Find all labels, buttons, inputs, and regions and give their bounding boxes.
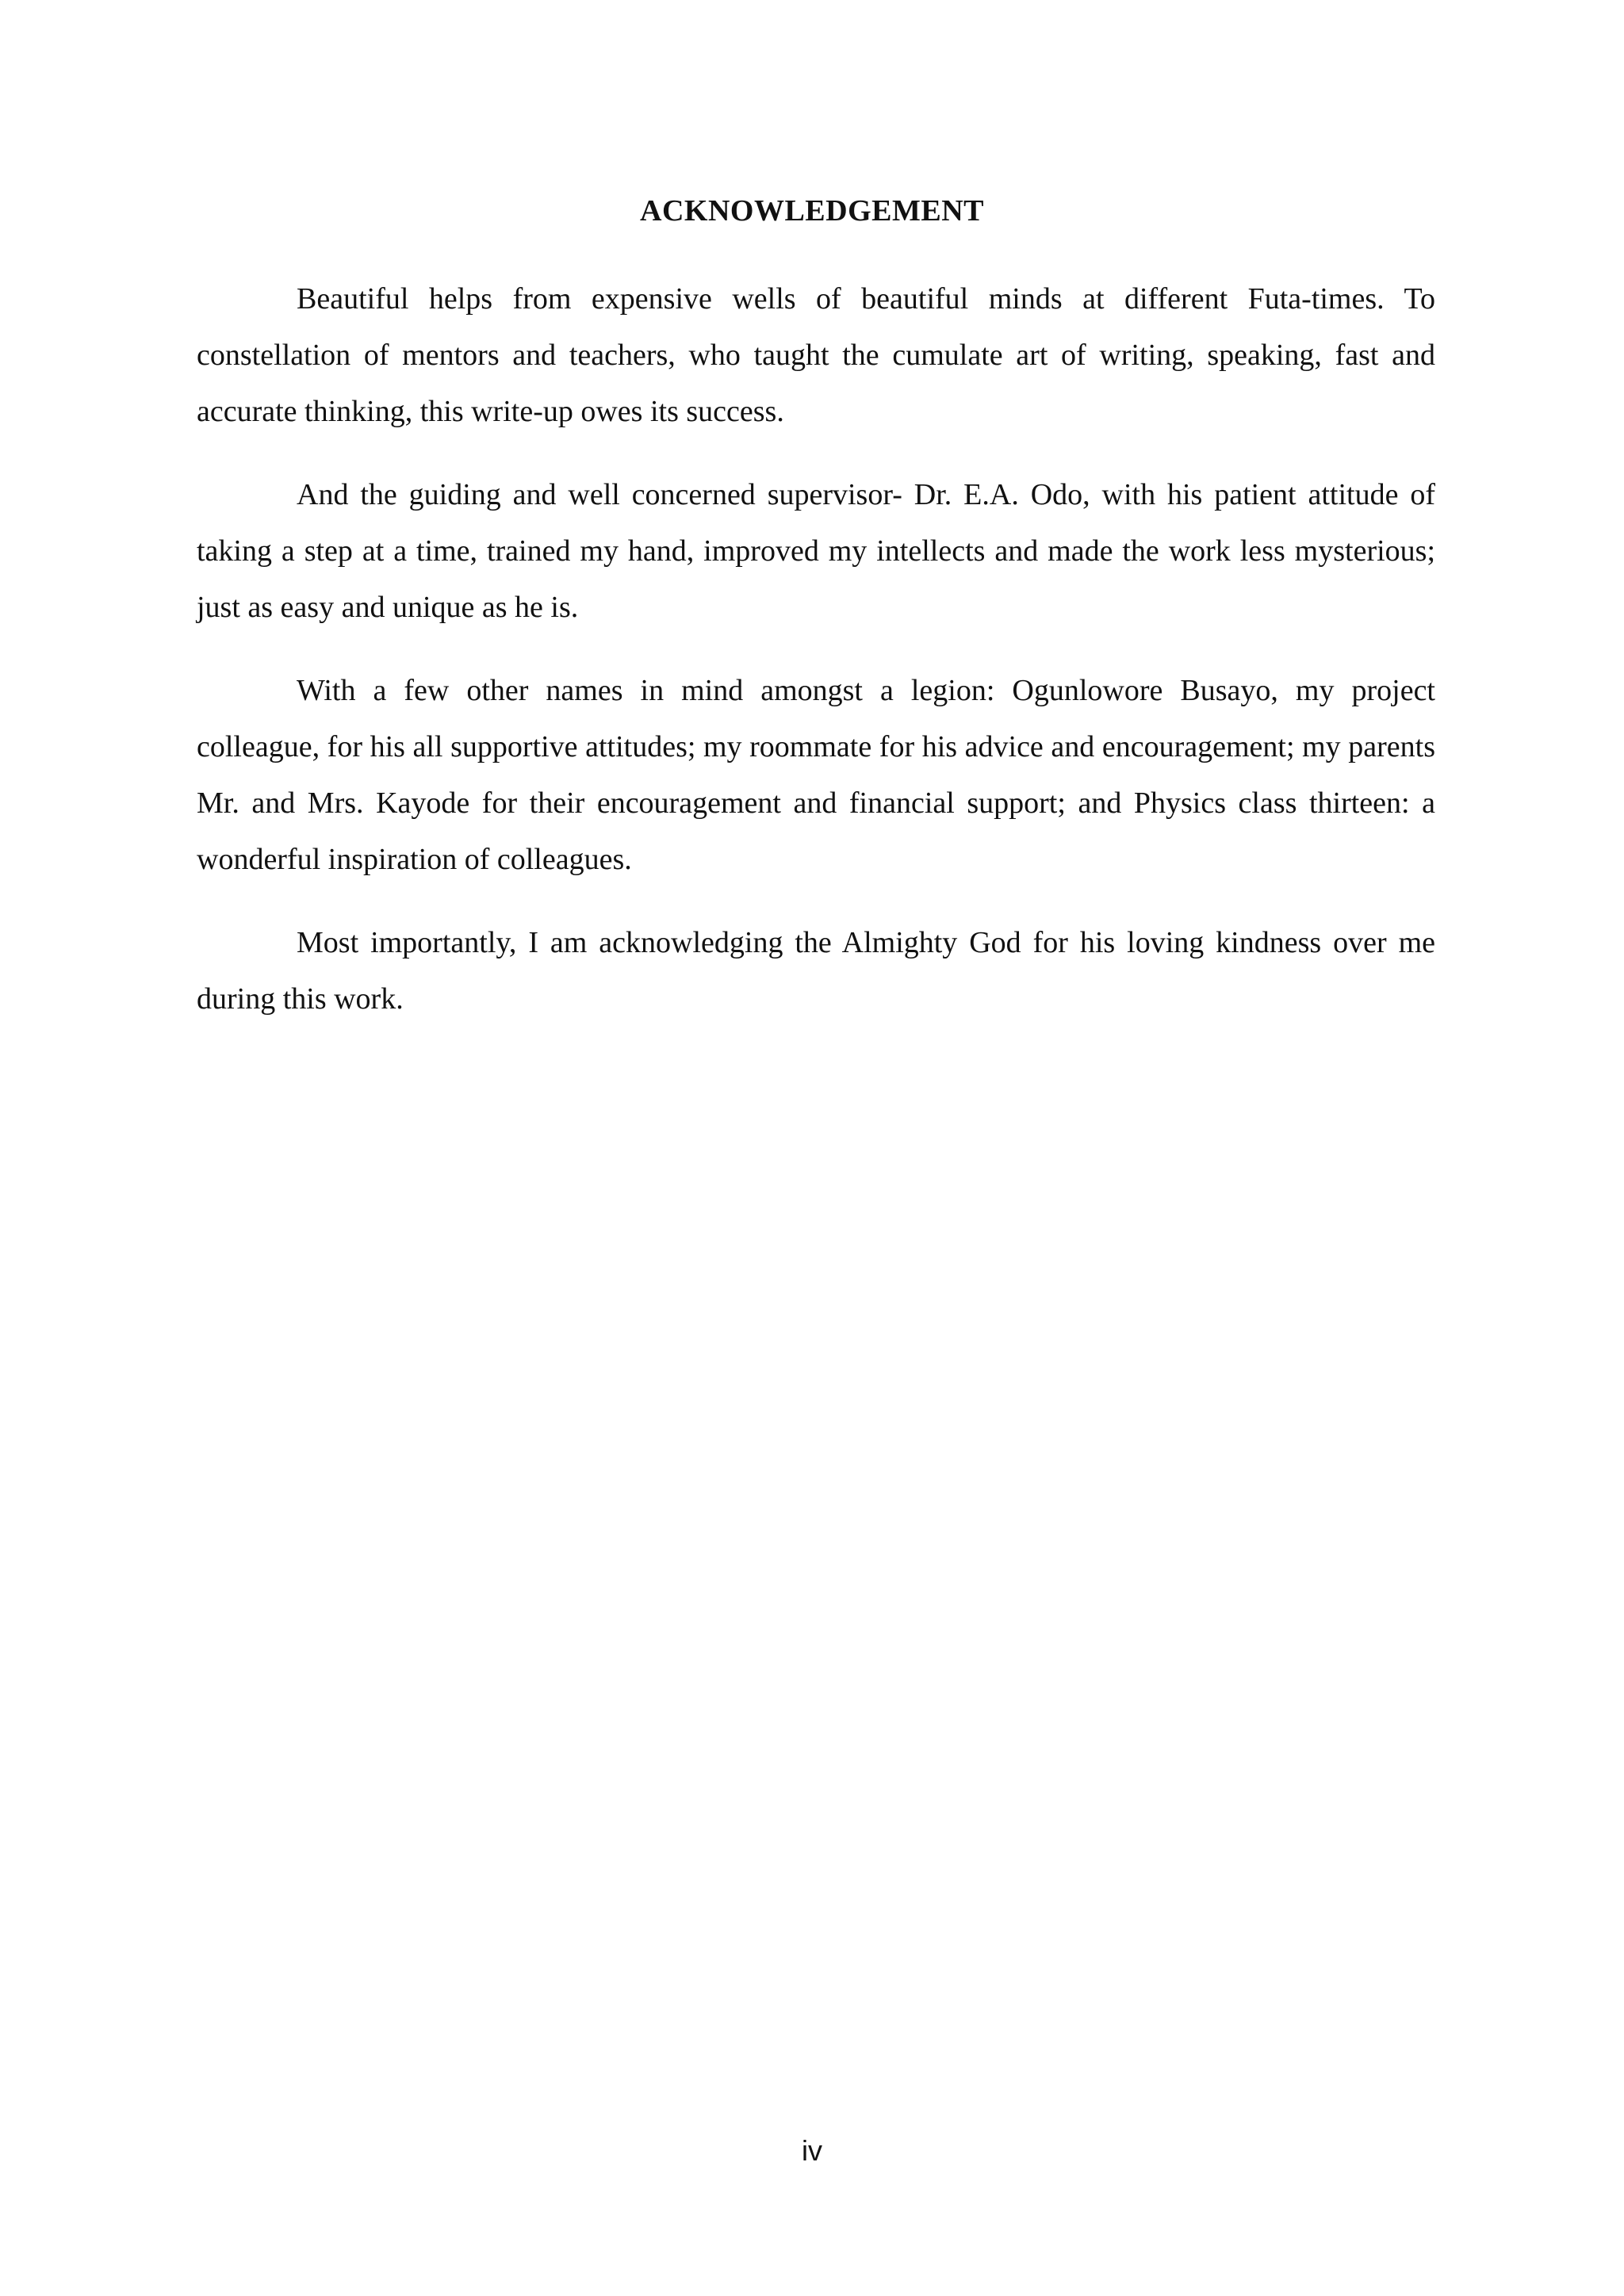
- paragraph-god: Most importantly, I am acknowledging the Almighty God for his loving kindness over me during this work.: [197, 926, 1435, 1016]
- paragraph-mentors: Beautiful helps from expensive wells of beautiful minds at different Futa-times. To constellation of mentors and teachers, who taught the cumulate art of writing, speaking, fast and accurate thinking, this write-up owes its success.: [197, 282, 1435, 428]
- paragraph-colleagues: With a few other names in mind amongst a legion: Ogunlowore Busayo, my project colleague, for his all supportive attitudes; my roommate for his advice and encouragement; my parents Mr. and Mrs. Kayode for their encouragement and financial support; and Physics class thirteen: a wonderful inspiration of colleagues.: [197, 674, 1435, 876]
- acknowledgement-body: [197, 271, 1435, 1054]
- page-title: ACKNOWLEDGEMENT: [640, 194, 984, 228]
- page-number: iv: [802, 2134, 822, 2167]
- paragraph-supervisor: And the guiding and well concerned supervisor- Dr. E.A. Odo, with his patient attitude of taking a step at a time, trained my hand, improved my intellects and made the work less mysterious; just as easy and unique as he is.: [197, 478, 1435, 624]
